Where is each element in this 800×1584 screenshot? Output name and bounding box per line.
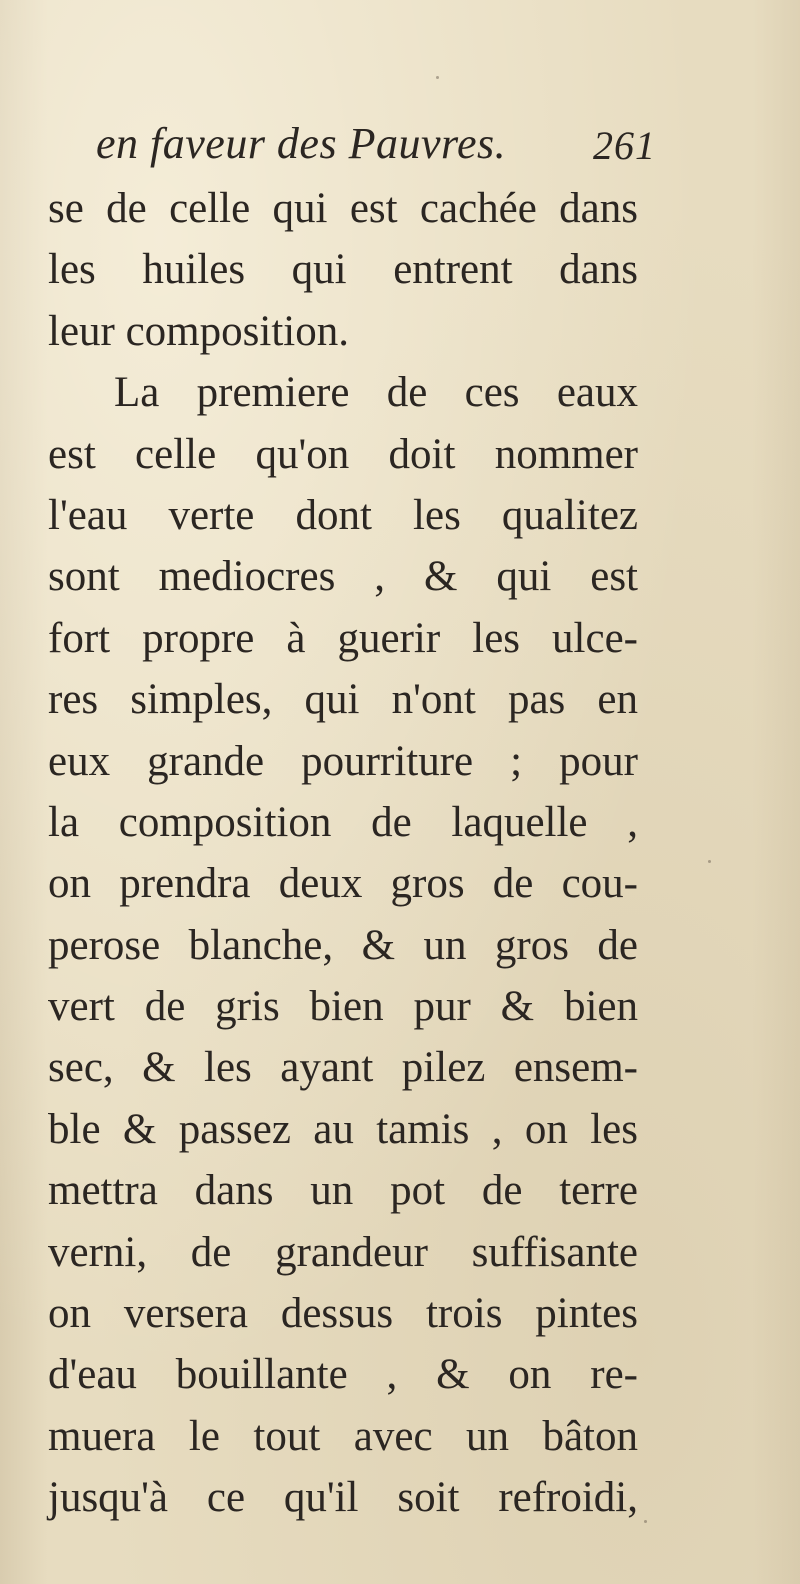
text-line: jusqu'à ce qu'il soit refroidi, (48, 1474, 638, 1522)
text-line: leur composition. (48, 307, 349, 355)
text-line: res simples, qui n'ont pas en (48, 676, 638, 724)
running-head-title: en faveur des Pauvres. (96, 119, 507, 168)
paper-speck (644, 1520, 647, 1523)
body-text (48, 178, 638, 1529)
running-head (96, 118, 656, 178)
text-line: on prendra deux gros de cou- (48, 860, 638, 908)
text-line: sec, & les ayant pilez ensem- (48, 1044, 638, 1092)
text-line: verni, de grandeur suffisante (48, 1228, 638, 1276)
text-line: mettra dans un pot de terre (48, 1167, 638, 1215)
text-line: perose blanche, & un gros de (48, 921, 638, 969)
text-line: eux grande pourriture ; pour (48, 737, 638, 785)
text-line: muera le tout avec un bâton (48, 1412, 638, 1460)
page-number: 261 (593, 123, 656, 168)
text-line: d'eau bouillante , & on re- (48, 1351, 638, 1399)
text-line: les huiles qui entrent dans (48, 246, 638, 294)
text-line: fort propre à guerir les ulce- (48, 614, 638, 662)
text-line: sont mediocres , & qui est (48, 553, 638, 601)
text-line: est celle qu'on doit nommer (48, 430, 638, 478)
text-line: la composition de laquelle , (48, 798, 638, 846)
paper-speck (708, 860, 711, 863)
text-line: se de celle qui est cachée dans (48, 185, 638, 232)
text-line: vert de gris bien pur & bien (48, 983, 638, 1031)
text-line: on versera dessus trois pintes (48, 1290, 638, 1338)
text-line: ble & passez au tamis , on les (48, 1105, 638, 1153)
text-line: La premiere de ces eaux (114, 369, 638, 417)
paper-speck (436, 76, 439, 79)
text-line: l'eau verte dont les qualitez (48, 491, 638, 539)
